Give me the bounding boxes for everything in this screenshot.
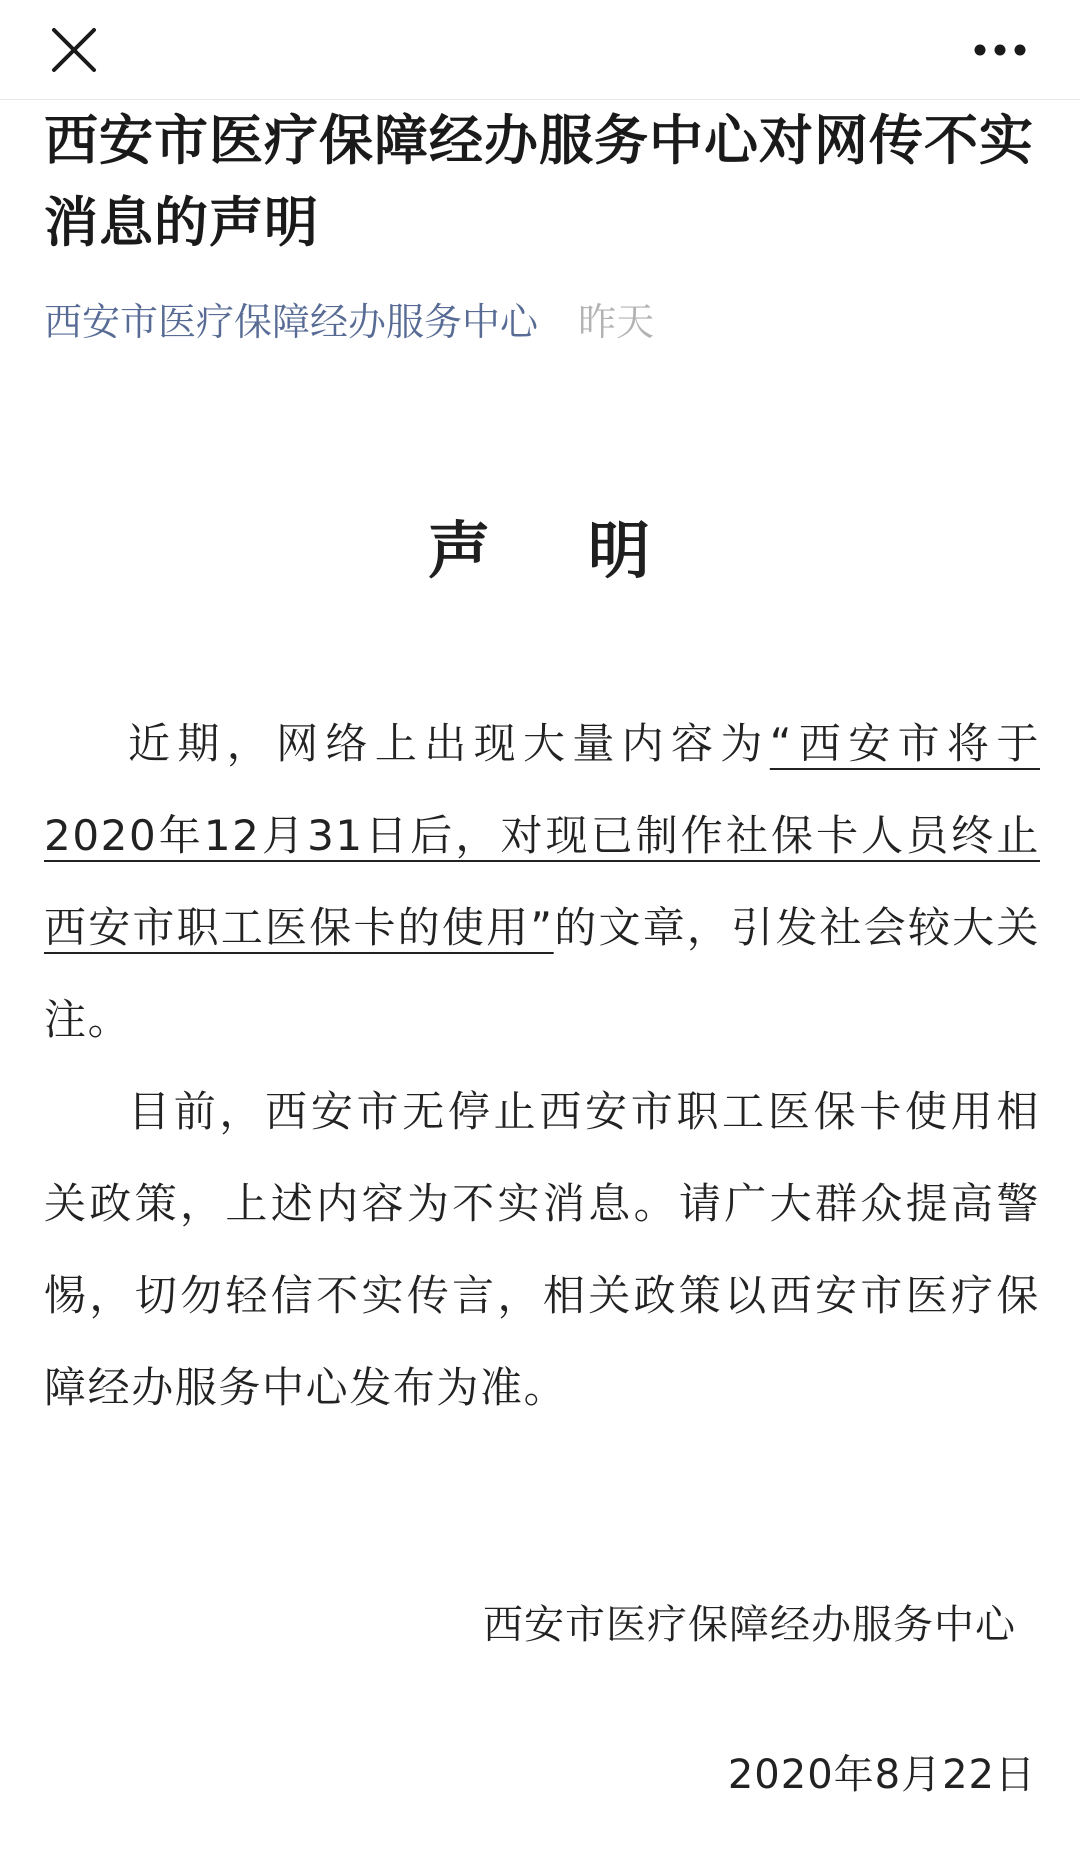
close-button[interactable] [44, 20, 104, 80]
article-body [44, 698, 1040, 1434]
top-navigation-bar [0, 0, 1080, 100]
statement-heading [0, 506, 1080, 596]
signature: 西安市医疗保障经办服务中心 [483, 1602, 1016, 1648]
quoted-rumor: “西安市将于2020年12月31日后，对现已制作社保卡人员终止西安市职工医保卡的使用” [44, 719, 1040, 952]
account-name-link[interactable]: 西安市医疗保障经办服务中心 [44, 300, 539, 344]
publish-time: 昨天 [578, 300, 655, 344]
paragraph-1 [44, 698, 1040, 1066]
more-options-button[interactable] [960, 20, 1040, 80]
article-meta [44, 292, 654, 352]
more-horizontal-icon [960, 20, 1040, 80]
heading-char-left: 声 [427, 514, 492, 587]
close-icon [44, 20, 104, 80]
paragraph-2: 目前，西安市无停止西安市职工医保卡使用相关政策，上述内容为不实消息。请广大群众提高警惕，切勿轻信不实传言，相关政策以西安市医疗保障经办服务中心发布为准。 [44, 1087, 1040, 1412]
article-title: 西安市医疗保障经办服务中心对网传不实消息的声明 [44, 109, 1034, 254]
statement-date: 2020年8月22日 [727, 1752, 1036, 1798]
heading-char-right: 明 [588, 514, 653, 587]
paragraph-1-after: 的文章，引发社会较大关注。 [44, 903, 1040, 1044]
paragraph-1-before: 近期，网络上出现大量内容为 [128, 719, 770, 768]
